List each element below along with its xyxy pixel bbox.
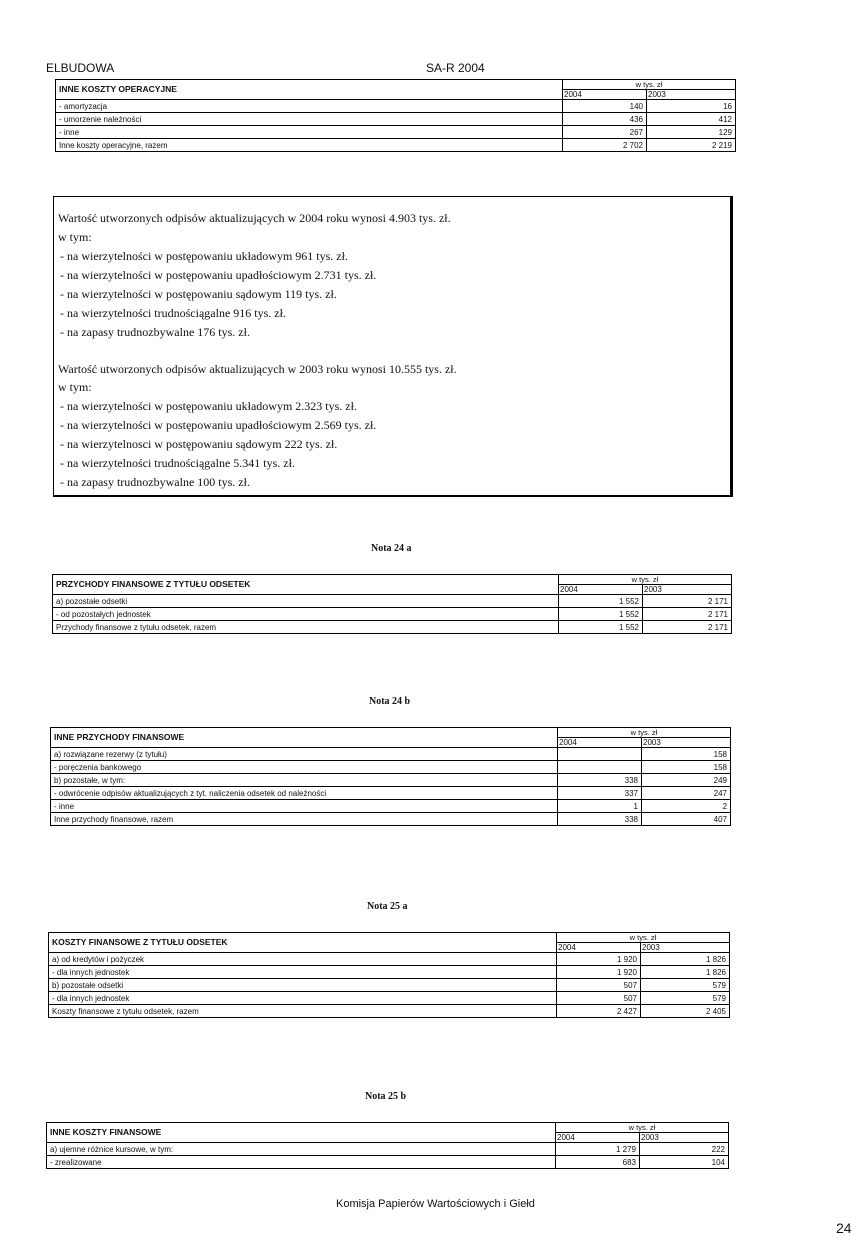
table-row [49, 979, 730, 992]
table-row [56, 113, 736, 126]
table-row [51, 787, 731, 800]
company-name: ELBUDOWA [46, 61, 115, 75]
year-2003-header: 2003 [640, 1133, 729, 1143]
table-title: INNE KOSZTY OPERACYJNE [56, 80, 563, 100]
value-2003: 2 219 [647, 139, 736, 152]
row-label: b) pozostałe odsetki [49, 979, 557, 992]
value-2003: 158 [642, 748, 731, 761]
row-label: Inne koszty operacyjne, razem [56, 139, 563, 152]
table-header-row [51, 728, 731, 738]
table-row [47, 1156, 729, 1169]
year-2004-header: 2004 [557, 943, 641, 953]
value-2003: 249 [642, 774, 731, 787]
year-2003-header: 2003 [647, 90, 736, 100]
nota-25a-heading: Nota 25 a [367, 901, 408, 912]
table-row [47, 1143, 729, 1156]
value-2004: 1 920 [557, 953, 641, 966]
value-2004: 1 552 [559, 595, 643, 608]
table-row [51, 748, 731, 761]
value-2004: 338 [558, 813, 642, 826]
value-2003: 579 [641, 979, 730, 992]
row-label: a) rozwiązane rezerwy (z tytułu) [51, 748, 558, 761]
value-2004: 140 [563, 100, 647, 113]
year-2004-header: 2004 [563, 90, 647, 100]
value-2004: 507 [557, 992, 641, 1005]
table-row [49, 966, 730, 979]
value-2004: 683 [556, 1156, 640, 1169]
value-2003: 2 [642, 800, 731, 813]
note-line: - na wierzytelności trudnościągalne 916 tys. zł. [60, 306, 286, 320]
write-down-note-box [53, 196, 733, 497]
note-line: - na wierzytelności w postępowaniu upadłościowym 2.731 tys. zł. [60, 268, 377, 282]
other-operating-costs-table [55, 79, 736, 152]
note-line: Wartość utworzonych odpisów aktualizujących w 2003 roku wynosi 10.555 tys. zł. [58, 362, 457, 376]
row-label: - dla innych jednostek [49, 992, 557, 1005]
table-row [51, 774, 731, 787]
table-header-row [49, 933, 730, 943]
value-2003: 222 [640, 1143, 729, 1156]
unit-label: w tys. zł [559, 575, 732, 585]
year-2003-header: 2003 [642, 738, 731, 748]
year-2003-header: 2003 [643, 585, 732, 595]
page-number: 24 [836, 1220, 852, 1236]
value-2004: 1 279 [556, 1143, 640, 1156]
value-2004: 507 [557, 979, 641, 992]
table-total-row [56, 139, 736, 152]
value-2003: 412 [647, 113, 736, 126]
table-row [49, 953, 730, 966]
value-2003: 2 405 [641, 1005, 730, 1018]
unit-label: w tys. zł [556, 1123, 729, 1133]
note-line: - na wierzytelności w postępowaniu upadłościowym 2.569 tys. zł. [60, 418, 377, 432]
value-2004: 267 [563, 126, 647, 139]
note-line: - na wierzytelności w postępowaniu sądowym 119 tys. zł. [60, 287, 337, 301]
table-total-row [51, 813, 731, 826]
unit-label: w tys. zł [563, 80, 736, 90]
row-label: - amortyzacja [56, 100, 563, 113]
value-2004: 1 552 [559, 608, 643, 621]
value-2004: 338 [558, 774, 642, 787]
row-label: a) ujemne różnice kursowe, w tym: [47, 1143, 556, 1156]
note-line: - na wierzytelności w postępowaniu układowym 2.323 tys. zł. [60, 399, 357, 413]
row-label: a) pozostałe odsetki [53, 595, 559, 608]
table-title: PRZYCHODY FINANSOWE Z TYTUŁU ODSETEK [53, 575, 559, 595]
unit-label: w tys. zł [557, 933, 730, 943]
value-2004: 2 427 [557, 1005, 641, 1018]
unit-label: w tys. zł [558, 728, 731, 738]
value-2003: 579 [641, 992, 730, 1005]
nota-25b-heading: Nota 25 b [365, 1091, 407, 1102]
value-2003: 2 171 [643, 595, 732, 608]
table-header-row [53, 575, 732, 585]
value-2004: 1 920 [557, 966, 641, 979]
year-2004-header: 2004 [556, 1133, 640, 1143]
note-line: w tym: [58, 230, 92, 244]
table-row [51, 761, 731, 774]
table-row [53, 595, 732, 608]
interest-financial-costs-table [48, 932, 730, 1018]
note-line: - na wierzytelności w postępowaniu układowym 961 tys. zł. [60, 249, 348, 263]
value-2003: 1 826 [641, 953, 730, 966]
row-label: a) od kredytów i pożyczek [49, 953, 557, 966]
year-2003-header: 2003 [641, 943, 730, 953]
other-financial-costs-table [46, 1122, 729, 1169]
table-row [53, 608, 732, 621]
report-code: SA-R 2004 [426, 61, 485, 75]
row-label: Koszty finansowe z tytułu odsetek, razem [49, 1005, 557, 1018]
value-2004 [558, 761, 642, 774]
value-2003: 247 [642, 787, 731, 800]
table-total-row [53, 621, 732, 634]
nota-24a-heading: Nota 24 a [371, 543, 412, 554]
value-2004: 2 702 [563, 139, 647, 152]
row-label: - zrealizowane [47, 1156, 556, 1169]
row-label: Inne przychody finansowe, razem [51, 813, 558, 826]
note-line: Wartość utworzonych odpisów aktualizujących w 2004 roku wynosi 4.903 tys. zł. [58, 211, 451, 225]
nota-24b-heading: Nota 24 b [369, 696, 411, 707]
value-2003: 2 171 [643, 621, 732, 634]
table-header-row [56, 80, 736, 90]
note-line: - na wierzytelnosci w postępowaniu sądowym 222 tys. zł. [60, 437, 338, 451]
row-label: - inne [51, 800, 558, 813]
table-row [49, 992, 730, 1005]
value-2004 [558, 748, 642, 761]
table-total-row [49, 1005, 730, 1018]
table-row [51, 800, 731, 813]
row-label: - od pozostałych jednostek [53, 608, 559, 621]
value-2003: 16 [647, 100, 736, 113]
row-label: Przychody finansowe z tytułu odsetek, razem [53, 621, 559, 634]
row-label: - dla innych jednostek [49, 966, 557, 979]
row-label: - umorzenie należności [56, 113, 563, 126]
value-2004: 436 [563, 113, 647, 126]
year-2004-header: 2004 [559, 585, 643, 595]
value-2003: 158 [642, 761, 731, 774]
table-row [56, 100, 736, 113]
row-label: - odwrócenie odpisów aktualizujących z tyt. naliczenia odsetek od należności [51, 787, 558, 800]
note-line: - na zapasy trudnozbywalne 176 tys. zł. [60, 325, 250, 339]
table-header-row [47, 1123, 729, 1133]
table-title: KOSZTY FINANSOWE Z TYTUŁU ODSETEK [49, 933, 557, 953]
note-line: - na wierzytelności trudnościągalne 5.341 tys. zł. [60, 456, 295, 470]
other-financial-income-table [50, 727, 731, 826]
value-2004: 1 552 [559, 621, 643, 634]
table-title: INNE PRZYCHODY FINANSOWE [51, 728, 558, 748]
value-2003: 2 171 [643, 608, 732, 621]
value-2003: 129 [647, 126, 736, 139]
row-label: b) pozostałe, w tym: [51, 774, 558, 787]
row-label: - inne [56, 126, 563, 139]
value-2004: 1 [558, 800, 642, 813]
row-label: - poręczenia bankowego [51, 761, 558, 774]
value-2003: 1 826 [641, 966, 730, 979]
value-2004: 337 [558, 787, 642, 800]
note-line: - na zapasy trudnozbywalne 100 tys. zł. [60, 475, 250, 489]
interest-financial-income-table [52, 574, 732, 634]
value-2003: 407 [642, 813, 731, 826]
note-line: w tym: [58, 380, 92, 394]
table-title: INNE KOSZTY FINANSOWE [47, 1123, 556, 1143]
year-2004-header: 2004 [558, 738, 642, 748]
table-row [56, 126, 736, 139]
value-2003: 104 [640, 1156, 729, 1169]
page-footer: Komisja Papierów Wartościowych i Giełd [336, 1198, 535, 1210]
